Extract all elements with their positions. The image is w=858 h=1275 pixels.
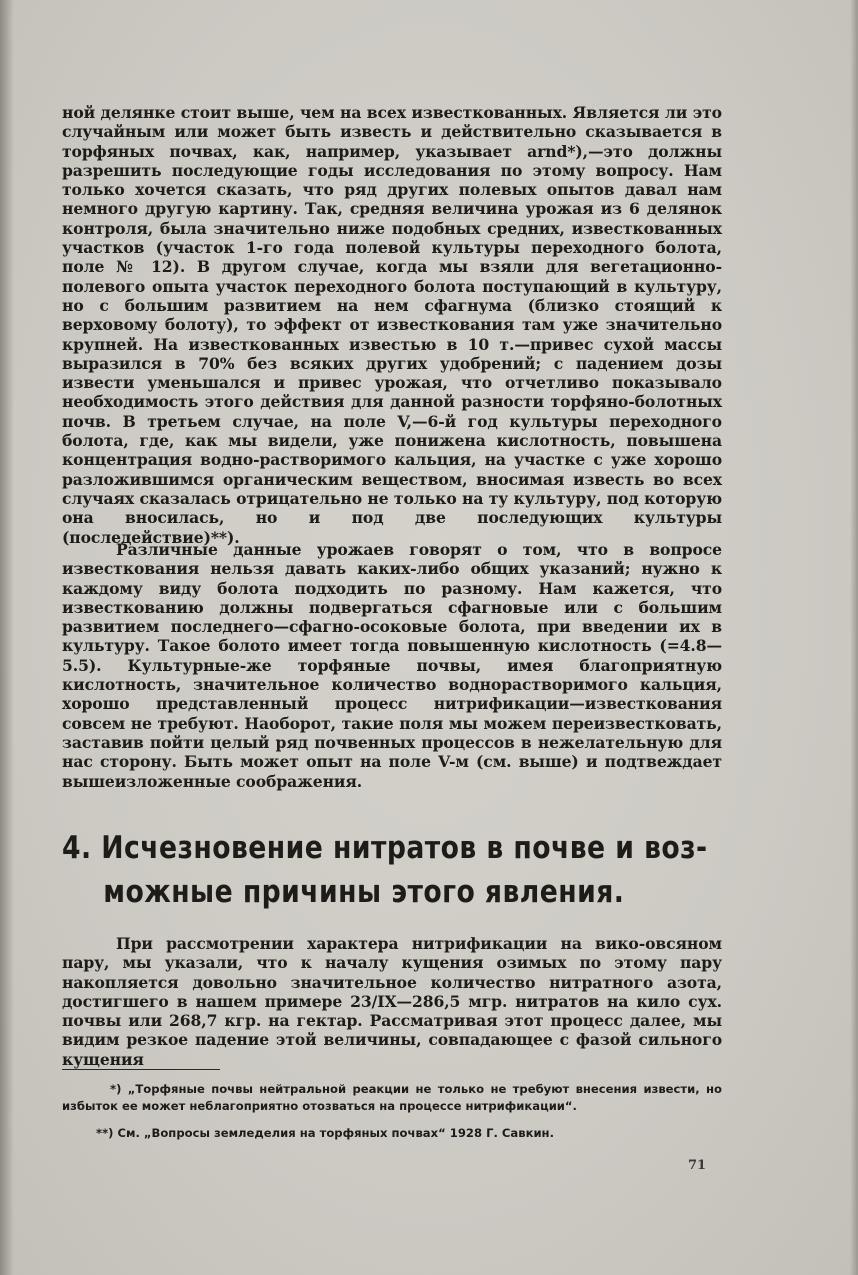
footnote-2: **) См. „Вопросы земледелия на торфяных почвах“ 1928 Г. Савкин. — [96, 1126, 554, 1140]
section-heading-line-1: 4. Исчезновение нитратов в почве и воз- — [62, 830, 708, 866]
paragraph-text: При рассмотрении характера нитрификации на вико-овсяном пару, мы указали, что к началу кущения озимых по этому пару накопляется довольно значительное количество нитратного азота, достигшего в нашем примере 23/IX—286,5 мгр. нитратов на кило сух. почвы или 268,7 кгр. на гектар. Рассматривая этот процесс далее, мы видим резкое падение этой величины, совпадающее с фазой сильного кущения — [62, 934, 722, 1069]
section-heading — [62, 826, 722, 914]
body-paragraph-2 — [62, 540, 722, 791]
page-edge-shadow-left — [0, 0, 14, 1275]
body-paragraph-1 — [62, 103, 722, 547]
section-heading-line-2: можные причины этого явления. — [103, 874, 625, 910]
footnotes — [62, 1081, 722, 1142]
paragraph-text: Различные данные урожаев говорят о том, что в вопросе известкования нельзя давать каких-либо общих указаний; нужно к каждому виду болота подходить по разному. Нам кажется, что известкованию должны подвергаться сфагновые или с большим развитием последнего—сфагно-осоковые болота, при введении их в культуру. Такое болото имеет тогда повышенную кислотность (=4.8—5.5). Культурные-же торфяные почвы, имея благоприятную кислотность, значительное количество воднорастворимого кальция, хорошо представленный процесс нитрификации—известкования совсем не требуют. Наоборот, такие поля мы можем переизвестковать, заставив пойти целый ряд почвенных процессов в нежелательную для нас сторону. Быть может опыт на поле V-м (см. выше) и подтвеждает вышеизложенные соображения. — [62, 540, 722, 791]
body-paragraph-3 — [62, 934, 722, 1069]
page-edge-shadow-right — [850, 0, 858, 1275]
footnote-1: *) „Торфяные почвы нейтральной реакции не только не требуют внесения извести, но избыток ее может неблагоприятно отозваться на процессе нитрификации“. — [62, 1082, 722, 1113]
page-number: 71 — [688, 1158, 707, 1173]
paragraph-text: ной делянке стоит выше, чем на всех известкованных. Является ли это случайным или может быть известь и действительно сказывается в торфяных почвах, как, например, указывает arnd*),—это должны разрешить последующие годы исследования по этому вопросу. Нам только хочется сказать, что ряд других полевых опытов давал нам немного другую картину. Так, средняя величина урожая из 6 делянок контроля, была значительно ниже подобных средних, известкованных участков (участок 1-го года полевой культуры переходного болота, поле № 12). В другом случае, когда мы взяли для вегетационно-полевого опыта участок переходного болота поступающий в культуру, но с большим развитием на нем сфагнума (близко стоящий к верховому болоту), то эффект от известкования там уже значительно крупней. На известкованных известью в 10 т.—привес сухой массы выразился в 70% без всяких других удобрений; с падением дозы извести уменьшался и привес урожая, что отчетливо показывало необходимость этого действия для данной разности торфяно-болотных почв. В третьем случае, на поле V,—6-й год культуры переходного болота, где, как мы видели, уже понижена кислотность, повышена концентрация водно-растворимого кальция, на участке с уже хорошо разложившимся органическим веществом, вносимая известь во всех случаях сказалась отрицательно не только на ту культуру, под которую она вносилась, но и под две последующих культуры (последействие)**). — [62, 103, 722, 547]
footnote-divider — [62, 1069, 220, 1070]
